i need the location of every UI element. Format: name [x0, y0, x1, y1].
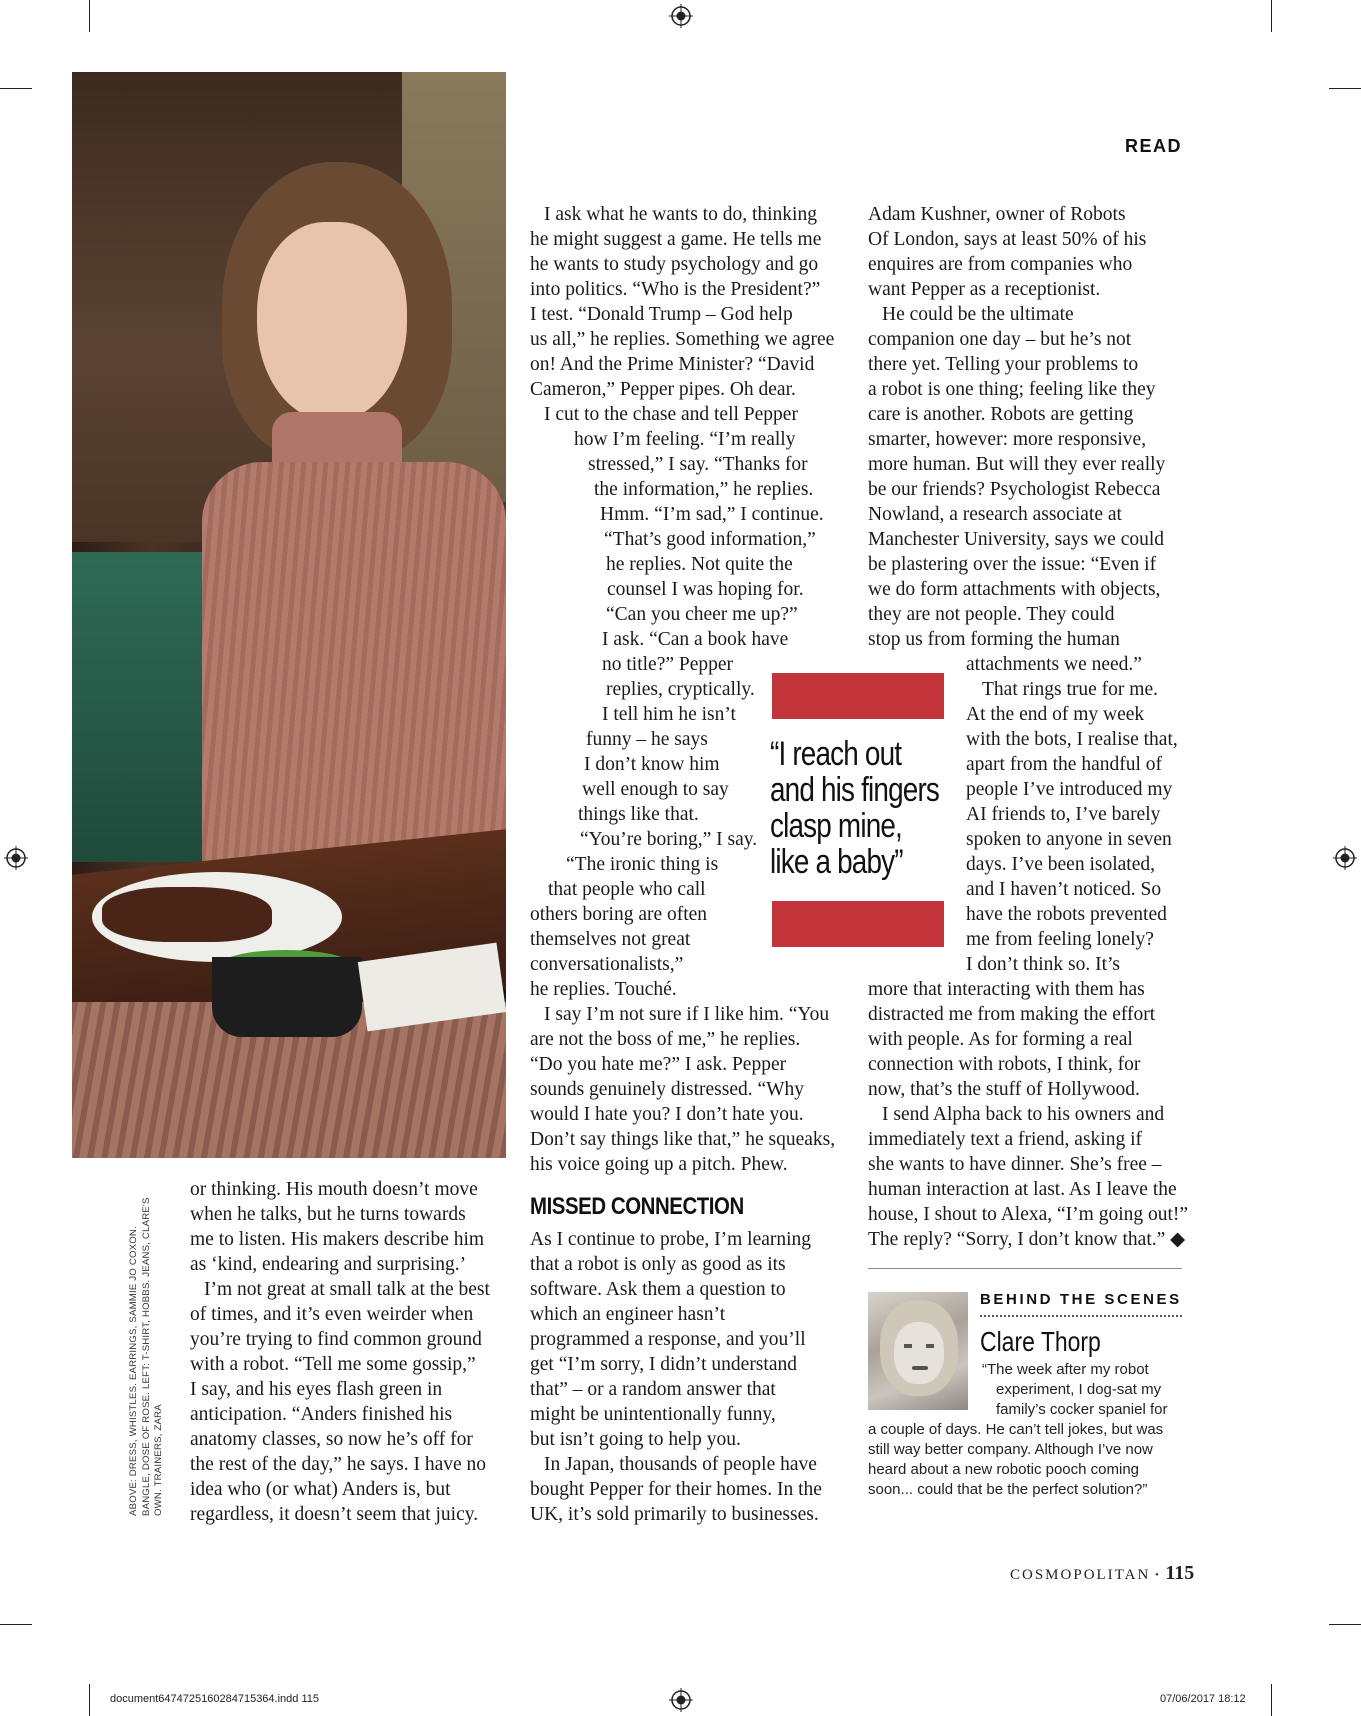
text-line: be plastering over the issue: “Even if [868, 554, 1157, 575]
photo-credit-caption: ABOVE: DRESS, WHISTLES. EARRINGS, SAMMIE JO COXON. BANGLE, DOSE OF ROSE. LEFT: T-SHIRT, HOBBS. JEANS, CLARE'S OWN. TRAINERS, ZARA [128, 1197, 164, 1516]
text-line: The reply? “Sorry, I don’t know that.” ◆ [868, 1229, 1186, 1250]
crop-mark [89, 0, 90, 32]
text-line: how I’m feeling. “I’m really [574, 429, 796, 450]
divider [868, 1268, 1182, 1269]
text-line: human interaction at last. As I leave the [868, 1179, 1177, 1200]
crop-mark [1271, 1684, 1272, 1716]
quote-line: family’s cocker spaniel for [996, 1401, 1168, 1418]
dotted-divider [980, 1315, 1182, 1317]
text-line: enquires are from companies who [868, 254, 1133, 275]
text-line: stressed,” I say. “Thanks for [588, 454, 808, 475]
text-line: a robot is one thing; feeling like they [868, 379, 1156, 400]
text-line: get “I’m sorry, I didn’t understand [530, 1354, 797, 1375]
text-line: days. I’ve been isolated, [966, 854, 1155, 875]
text-line: stop us from forming the human [868, 629, 1120, 650]
registration-mark-icon [669, 1688, 693, 1712]
text-line: others boring are often [530, 904, 708, 925]
text-line: no title?” Pepper [602, 654, 734, 675]
text-line: care is another. Robots are getting [868, 404, 1134, 425]
text-line: “Can you cheer me up?” [606, 604, 798, 625]
quote-line: a couple of days. He can’t tell jokes, but was [868, 1421, 1164, 1438]
article-column-1 [190, 1177, 490, 1527]
crop-mark [1329, 1624, 1361, 1625]
page-number: 115 [1165, 1562, 1195, 1584]
text-line: they are not people. They could [868, 604, 1115, 625]
text-line: and I haven’t noticed. So [966, 879, 1162, 900]
crop-mark [1271, 0, 1272, 32]
text-line: that a robot is only as good as its [530, 1254, 786, 1275]
text-line: “Do you hate me?” I ask. Pepper [530, 1054, 787, 1075]
text-line: that people who call [548, 879, 706, 900]
quote-line: soon... could that be the perfect solution?” [868, 1481, 1148, 1498]
text-line: I send Alpha back to his owners and [882, 1104, 1165, 1125]
text-line: well enough to say [582, 779, 729, 800]
photo-woman-dining [72, 72, 506, 1158]
crop-mark [1329, 88, 1361, 89]
text-line: as ‘kind, endearing and surprising.’ [190, 1254, 467, 1275]
text-line: he might suggest a game. He tells me [530, 229, 822, 250]
quote-line: heard about a new robotic pooch coming [868, 1461, 1140, 1478]
section-subhead: MISSED CONNECTION [530, 1193, 744, 1220]
crop-mark [89, 1684, 90, 1716]
text-line: smarter, however: more responsive, [868, 429, 1147, 450]
text-line: when he talks, but he turns towards [190, 1204, 466, 1225]
author-photo [868, 1292, 968, 1410]
text-line: Cameron,” Pepper pipes. Oh dear. [530, 379, 796, 400]
text-line: I don’t think so. It’s [966, 954, 1121, 975]
text-line: but isn’t going to help you. [530, 1429, 741, 1450]
text-line: she wants to have dinner. She’s free – [868, 1154, 1162, 1175]
crop-mark [0, 1624, 32, 1625]
text-line: connection with robots, I think, for [868, 1054, 1141, 1075]
text-line: Manchester University, says we could [868, 529, 1165, 550]
text-line: more that interacting with them has [868, 979, 1145, 1000]
text-line: bought Pepper for their homes. In the [530, 1479, 822, 1500]
text-line: attachments we need.” [966, 654, 1142, 675]
text-line: idea who (or what) Anders is, but [190, 1479, 451, 1500]
magazine-name: COSMOPOLITAN [1010, 1567, 1151, 1583]
quote-line: “The week after my robot [982, 1361, 1149, 1378]
text-line: house, I shout to Alexa, “I’m going out!” [868, 1204, 1189, 1225]
registration-mark-icon [1333, 846, 1357, 870]
text-line: Of London, says at least 50% of his [868, 229, 1147, 250]
text-line: companion one day – but he’s not [868, 329, 1132, 350]
text-line: I say I’m not sure if I like him. “You [544, 1004, 830, 1025]
text-line: into politics. “Who is the President?” [530, 279, 821, 300]
author-quote [982, 1360, 1167, 1420]
text-line: I don’t know him [584, 754, 720, 775]
text-line: you’re trying to find common ground [190, 1329, 482, 1350]
author-name: Clare Thorp [980, 1326, 1101, 1357]
pullquote-line: and his fingers [770, 771, 940, 809]
text-line: That rings true for me. [982, 679, 1158, 700]
pullquote-line: clasp mine, [770, 807, 902, 845]
text-line: themselves not great [530, 929, 691, 950]
behind-the-scenes-label: BEHIND THE SCENES [980, 1291, 1182, 1308]
text-line: are not the boss of me,” he replies. [530, 1029, 801, 1050]
text-line: on! And the Prime Minister? “David [530, 354, 815, 375]
text-line: anatomy classes, so now he’s off for [190, 1429, 473, 1450]
text-line: AI friends to, I’ve barely [966, 804, 1161, 825]
text-line: he replies. Touché. [530, 979, 677, 1000]
registration-mark-icon [4, 846, 28, 870]
text-line: I tell him he isn’t [602, 704, 736, 725]
text-line: that” – or a random answer that [530, 1379, 776, 1400]
text-line: replies, cryptically. [606, 679, 755, 700]
text-line: us all,” he replies. Something we agree [530, 329, 835, 350]
text-line: anticipation. “Anders finished his [190, 1404, 453, 1425]
text-line: the information,” he replies. [594, 479, 814, 500]
text-line: funny – he says [586, 729, 708, 750]
text-line: we do form attachments with objects, [868, 579, 1161, 600]
quote-line: still way better company. Although I’ve now [868, 1441, 1153, 1458]
crop-mark [0, 88, 32, 89]
quote-line: experiment, I dog-sat my [996, 1381, 1162, 1398]
text-line: of times, and it’s even weirder when [190, 1304, 474, 1325]
text-line: counsel I was hoping for. [607, 579, 804, 600]
text-line: Hmm. “I’m sad,” I continue. [600, 504, 824, 525]
section-label: READ [1124, 136, 1182, 156]
text-line: he wants to study psychology and go [530, 254, 819, 275]
text-line: I’m not great at small talk at the best [204, 1279, 490, 1300]
slug-date: 07/06/2017 18:12 [1160, 1693, 1246, 1705]
text-line: Don’t say things like that,” he squeaks, [530, 1129, 836, 1150]
text-line: with people. As for forming a real [868, 1029, 1133, 1050]
text-line: spoken to anyone in seven [966, 829, 1172, 850]
article-column-3 [868, 202, 1188, 1252]
text-line: “That’s good information,” [604, 529, 816, 550]
text-line: I test. “Donald Trump – God help [530, 304, 793, 325]
text-line: regardless, it doesn’t seem that juicy. [190, 1504, 479, 1525]
text-line: might be unintentionally funny, [530, 1404, 776, 1425]
text-line: have the robots prevented [966, 904, 1167, 925]
text-line: He could be the ultimate [882, 304, 1074, 325]
text-line: me from feeling lonely? [966, 929, 1154, 950]
registration-mark-icon [669, 4, 693, 28]
text-line: with the bots, I realise that, [966, 729, 1178, 750]
text-line: me to listen. His makers describe him [190, 1229, 485, 1250]
pullquote-line: “I reach out [770, 735, 902, 773]
text-line: want Pepper as a receptionist. [868, 279, 1101, 300]
text-line: would I hate you? I don’t hate you. [530, 1104, 804, 1125]
text-line: which an engineer hasn’t [530, 1304, 726, 1325]
text-line: Nowland, a research associate at [868, 504, 1122, 525]
text-line: I ask. “Can a book have [602, 629, 789, 650]
text-line: there yet. Telling your problems to [868, 354, 1139, 375]
text-line: people I’ve introduced my [966, 779, 1173, 800]
slug-file: document64747251602847153​64.indd 115 [110, 1693, 319, 1705]
text-line: “You’re boring,” I say. [580, 829, 758, 850]
text-line: apart from the handful of [966, 754, 1163, 775]
article-column-2-bottom [530, 1227, 822, 1527]
text-line: now, that’s the stuff of Hollywood. [868, 1079, 1140, 1100]
text-line: immediately text a friend, asking if [868, 1129, 1142, 1150]
text-line: programmed a response, and you’ll [530, 1329, 806, 1350]
folio: COSMOPOLITAN · 115 [1010, 1562, 1195, 1584]
text-line: be our friends? Psychologist Rebecca [868, 479, 1161, 500]
pullquote-line: like a baby” [770, 843, 903, 881]
text-line: At the end of my week [966, 704, 1145, 725]
text-line: things like that. [578, 804, 699, 825]
author-quote-cont [868, 1420, 1163, 1500]
text-line: “The ironic thing is [566, 854, 719, 875]
text-line: with a robot. “Tell me some gossip,” [190, 1354, 476, 1375]
text-line: I say, and his eyes flash green in [190, 1379, 443, 1400]
text-line: I ask what he wants to do, thinking [544, 204, 817, 225]
text-line: or thinking. His mouth doesn’t move [190, 1179, 478, 1200]
text-line: conversationalists,” [530, 954, 684, 975]
text-line: distracted me from making the effort [868, 1004, 1156, 1025]
text-line: UK, it’s sold primarily to businesses. [530, 1504, 819, 1525]
text-line: more human. But will they ever really [868, 454, 1166, 475]
text-line: sounds genuinely distressed. “Why [530, 1079, 805, 1100]
text-line: I cut to the chase and tell Pepper [544, 404, 798, 425]
text-line: software. Ask them a question to [530, 1279, 786, 1300]
text-line: As I continue to probe, I’m learning [530, 1229, 812, 1250]
text-line: the rest of the day,” he says. I have no [190, 1454, 487, 1475]
text-line: his voice going up a pitch. Phew. [530, 1154, 788, 1175]
text-line: Adam Kushner, owner of Robots [868, 204, 1126, 225]
text-line: In Japan, thousands of people have [544, 1454, 817, 1475]
text-line: he replies. Not quite the [606, 554, 793, 575]
